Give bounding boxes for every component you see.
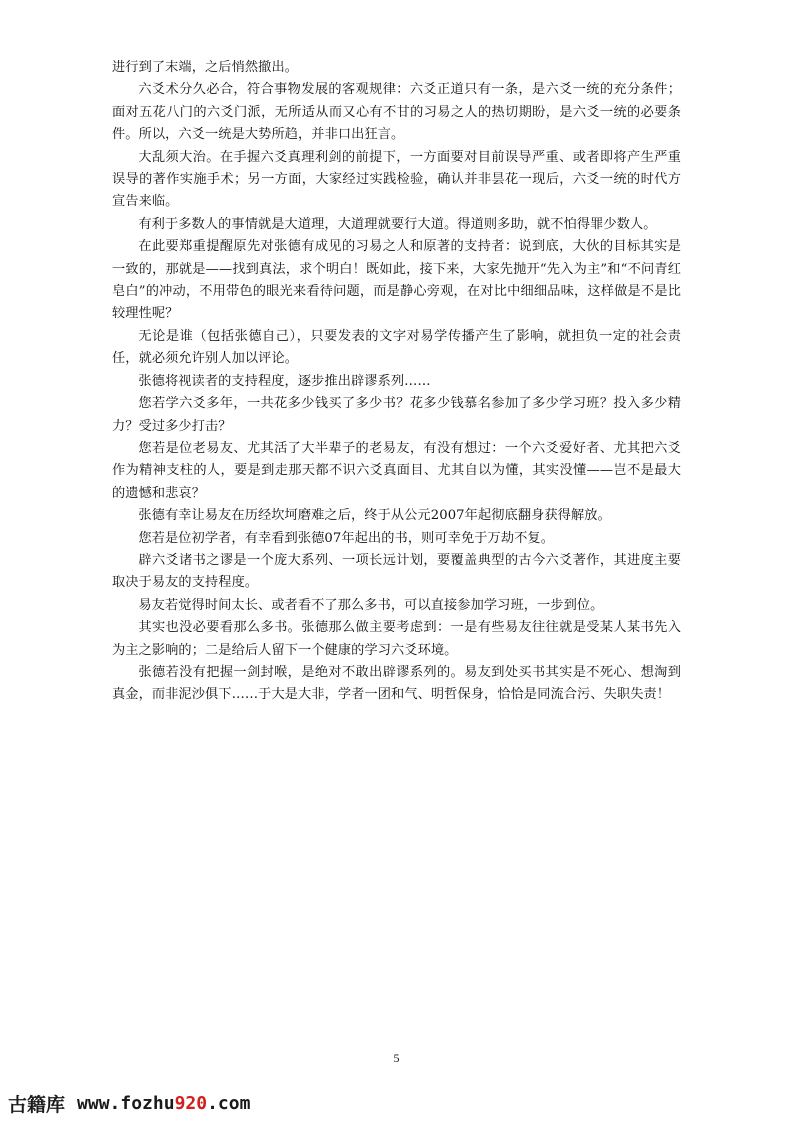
paragraph: 张德有幸让易友在历经坎坷磨难之后，终于从公元2007年起彻底翻身获得解放。	[138, 508, 611, 524]
watermark-url-suffix: .com	[207, 1092, 251, 1114]
paragraph: 张德将视读者的支持程度，逐步推出辟谬系列……	[138, 373, 431, 389]
paragraph: 易友若觉得时间太长、或者看不了那么多书，可以直接参加学习班，一步到位。	[138, 597, 604, 613]
paragraph: 在此要郑重提醒原先对张德有成见的习易之人和原著的支持者：说到底，大伙的目标其实是一致的，那就是——找到真法，求个明白！既如此，接下来，大家先抛开“先入为主”和“不问青红皂白”的冲动，不用带色的眼光来看待问题，而是静心旁观，在对比中细细品味，这样做是不是比较理性呢？	[112, 239, 681, 322]
paragraph: 其实也没必要看那么多书。张德那么做主要考虑到：一是有些易友往往就是受某人某书先入为主之影响的；二是给后人留下一个健康的学习六爻环境。	[112, 620, 681, 658]
paragraph: 张德若没有把握一剑封喉，是绝对不敢出辟谬系列的。易友到处买书其实是不死心、想淘到真金，而非泥沙俱下……于大是大非，学者一团和气、明哲保身，恰恰是同流合污、失职失责！	[112, 664, 681, 703]
paragraph: 大乱须大治。在手握六爻真理利剑的前提下，一方面要对目前误导严重、或者即将产生严重误导的著作实施手术；另一方面，大家经过实践检验，确认并非昙花一现后，六爻一统的时代方宣告来临。	[112, 149, 681, 210]
watermark-url-number: 920	[174, 1092, 208, 1114]
paragraph: 六爻术分久必合，符合事物发展的客观规律：六爻正道只有一条，是六爻一统的充分条件；面对五花八门的六爻门派，无所适从而又心有不甘的习易之人的热切期盼，是六爻一统的必要条件。所以，六爻一统是大势所趋，并非口出狂言。	[112, 82, 681, 143]
paragraph: 您若学六爻多年，一共花多少钱买了多少书？花多少钱慕名参加了多少学习班？投入多少精力？受过多少打击？	[112, 396, 681, 434]
paragraph: 无论是谁（包括张德自己），只要发表的文字对易学传播产生了影响，就担负一定的社会责任，就必须允许别人加以评论。	[112, 328, 681, 367]
paragraph: 您若是位老易友、尤其活了大半辈子的老易友，有没有想过：一个六爻爱好者、尤其把六爻作为精神支柱的人，要是到走那天都不识六爻真面目、尤其自以为懂，其实没懂——岂不是最大的遗憾和悲哀？	[112, 440, 681, 501]
paragraph: 有利于多数人的事情就是大道理，大道理就要行大道。得道则多助，就不怕得罪少数人。	[138, 216, 657, 232]
paragraph: 您若是位初学者，有幸看到张德07年起出的书，则可幸免于万劫不复。	[138, 530, 554, 546]
paragraph: 进行到了末端，之后悄然撤出。	[112, 60, 299, 75]
document-body	[112, 57, 681, 707]
page-number: 5	[393, 1051, 400, 1065]
paragraph: 辟六爻诸书之谬是一个庞大系列、一项长远计划，要覆盖典型的古今六爻著作，其进度主要取决于易友的支持程度。	[112, 552, 681, 591]
watermark-url-prefix: www.fozhu	[77, 1092, 175, 1114]
watermark-site-name: 古籍库	[8, 1093, 66, 1116]
site-watermark	[8, 1090, 250, 1116]
